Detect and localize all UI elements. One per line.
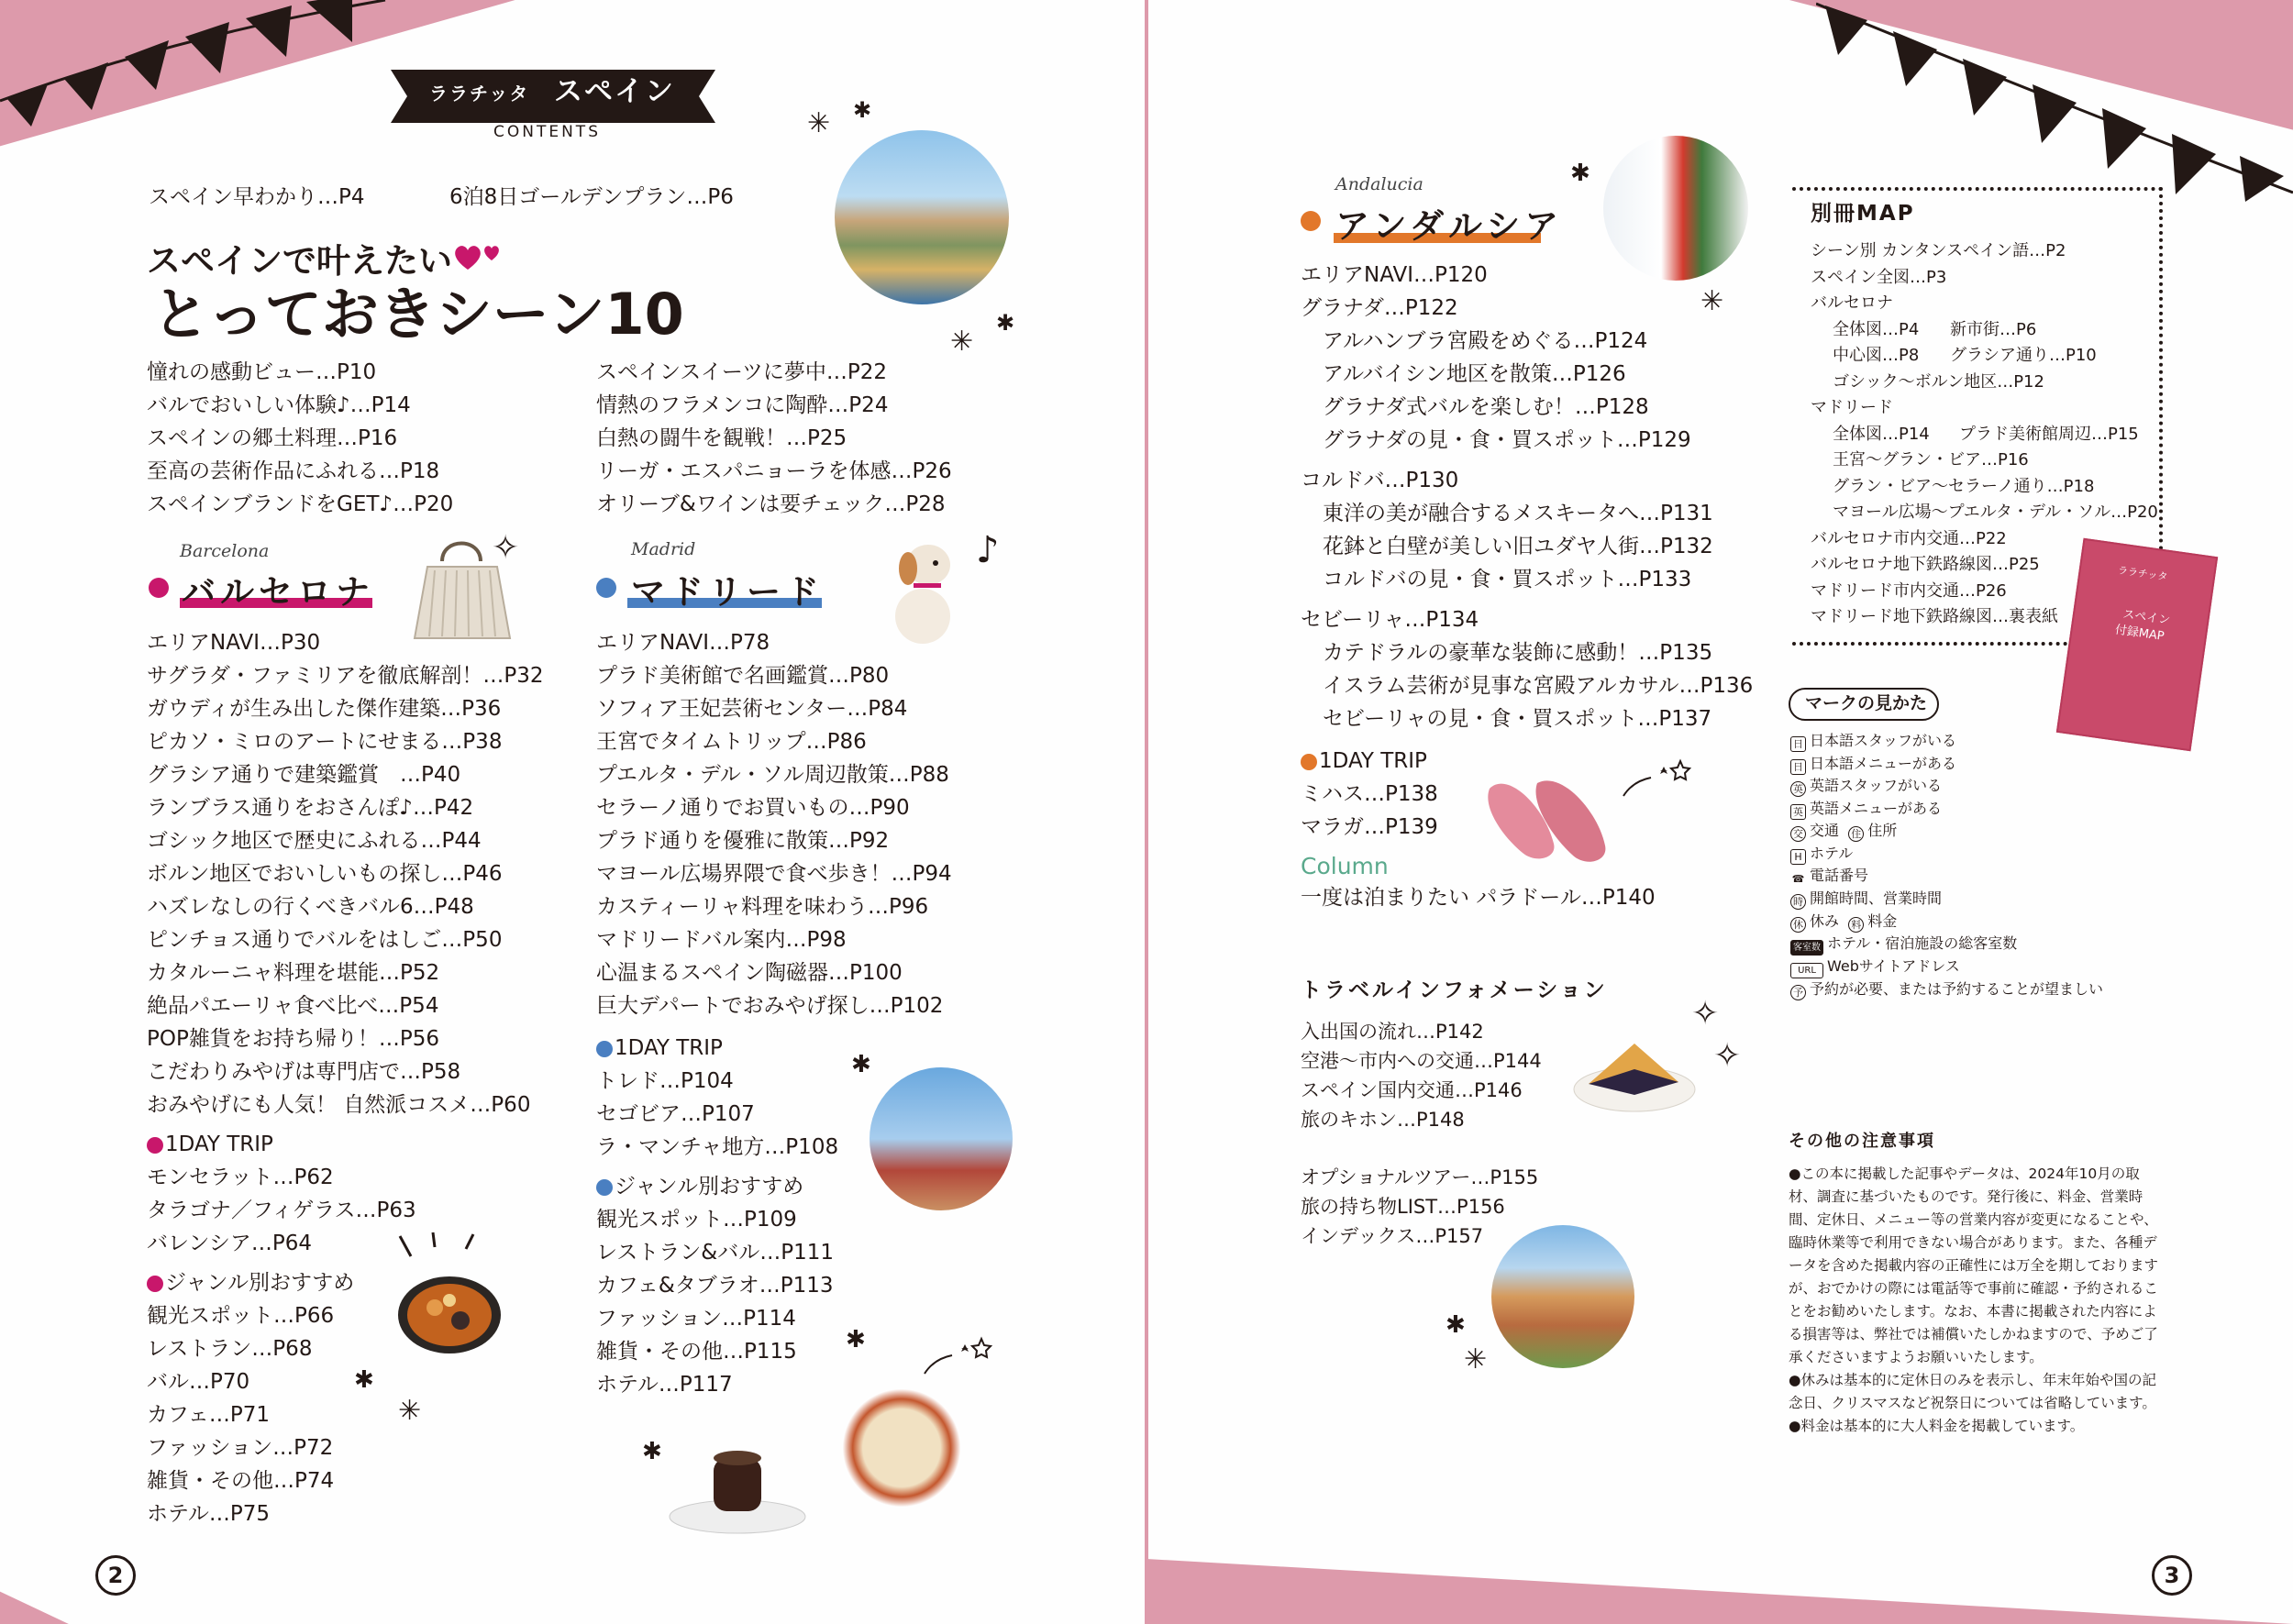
madrid-daytrip-title: 1DAY TRIP [615, 1036, 723, 1060]
modernist-building-photo [1491, 1225, 1634, 1368]
legend-label: ホテル・宿泊施設の総客室数 [1827, 934, 2018, 952]
andalucia-granada[interactable]: グラナダ…P122 [1301, 296, 1458, 320]
park-guell-photo [835, 130, 1009, 304]
map-item: マドリード [1811, 398, 1893, 417]
map-item[interactable]: バルセロナ地下鉄路線図…P25 [1811, 555, 2040, 574]
legend-item [1790, 911, 2103, 934]
legend-title: マークの見かた [1805, 693, 1928, 713]
map-item[interactable]: スペイン全図…P3 [1811, 267, 1947, 287]
barcelona-genre-item[interactable]: カフェ…P71 [147, 1403, 270, 1427]
bunting-top-right [1816, 0, 2293, 202]
legend-label: 料金 [1867, 911, 1898, 930]
booklet-label: スペイン [2121, 607, 2171, 628]
legend-item [1790, 843, 2103, 866]
star-doodle-icon [1620, 754, 1693, 800]
sevilla-item[interactable]: イスラム芸術が見事な宮殿アルカサル…P136 [1323, 674, 1754, 698]
legend-item [1790, 753, 2103, 776]
madrid-daytrip-item[interactable]: トレド…P104 [596, 1069, 734, 1093]
madrid-item[interactable]: カスティーリャ料理を味わう…P96 [596, 895, 929, 919]
map-booklet-photo [2056, 538, 2218, 752]
bunting-top-left [0, 0, 394, 138]
sparkle-icon: ✳ [950, 326, 974, 358]
legend-item [1790, 865, 2103, 888]
cordoba-list [1301, 464, 1713, 596]
barcelona-item[interactable]: ハズレなしの行くべきバル6…P48 [147, 895, 474, 919]
madrid-genre-item[interactable]: 観光スポット…P109 [596, 1208, 797, 1232]
column-item[interactable]: 一度は泊まりたい パラドール…P140 [1301, 886, 1656, 910]
sparkle-icon: ✱ [846, 1326, 866, 1353]
page-number-right: 3 [2152, 1555, 2192, 1596]
map-item-row [1811, 343, 2158, 370]
sparkle-icon: ✱ [1446, 1311, 1466, 1339]
legend-item [1790, 798, 2103, 821]
andalucia-navi[interactable]: エリアNAVI…P120 [1301, 263, 1488, 287]
hearts-icon [453, 242, 504, 273]
barcelona-genre-item[interactable]: レストラン…P68 [147, 1337, 313, 1361]
paella-photo [393, 1229, 503, 1357]
map-item[interactable]: バルセロナ市内交通…P22 [1811, 528, 2007, 548]
granada-item[interactable]: グラナダ式バルを楽しむ！…P128 [1323, 395, 1649, 419]
sparkle-icon: ✱ [851, 1051, 871, 1078]
map-item[interactable]: マドリード地下鉄路線図…裏表紙 [1811, 607, 2058, 626]
legend-label: 電話番号 [1810, 867, 1869, 884]
music-note-icon: ♪ [976, 529, 1000, 571]
travel-info-item[interactable]: 旅のキホン…P148 [1301, 1109, 1465, 1131]
rooms-icon: 客室数 [1790, 940, 1823, 956]
legend-label: 英語スタッフがいる [1810, 777, 1943, 794]
travel-info-item[interactable]: スペイン国内交通…P146 [1301, 1079, 1523, 1101]
sparkle-icon: ✱ [642, 1438, 662, 1465]
sparkle-icon: ✱ [853, 97, 872, 123]
barcelona-genre-heading [147, 1266, 354, 1299]
legend-item [1790, 933, 2103, 956]
madrid-daytrip-item[interactable]: セゴビア…P107 [596, 1102, 755, 1126]
map-item: バルセロナ [1811, 293, 1893, 313]
legend-label: ホテル [1810, 844, 1854, 862]
hours-icon: 時 [1790, 894, 1806, 910]
scene-item[interactable]: 白熱の闘牛を観戦！…P25 [596, 426, 847, 450]
barcelona-item[interactable]: おみやげにも人気！ 自然派コスメ…P60 [147, 1093, 531, 1117]
legend-item [1790, 775, 2103, 798]
madrid-daytrip-item[interactable]: ラ・マンチャ地方…P108 [596, 1135, 839, 1159]
andalucia-daytrip-item[interactable]: マラガ…P139 [1301, 815, 1438, 839]
sparkle-icon: ✱ [354, 1366, 374, 1394]
notes-title: その他の注意事項 [1789, 1132, 1935, 1151]
madrid-daytrip [596, 1032, 838, 1164]
sparkle-icon: ✳ [1700, 285, 1724, 317]
sevilla-list [1301, 603, 1753, 735]
scene-item[interactable]: スペインブランドをGET♪…P20 [147, 492, 454, 516]
madrid-item[interactable]: 心温まるスペイン陶磁器…P100 [596, 961, 903, 985]
barcelona-genre-item[interactable]: 雑貨・その他…P74 [147, 1469, 335, 1493]
legend-label: 予約が必要、または予約することが望ましい [1810, 980, 2104, 998]
legend-label: 英語メニューがある [1810, 799, 1943, 817]
madrid-item[interactable]: 王宮でタイムトリップ…P86 [596, 730, 867, 754]
sparkle-icon: ✳ [1464, 1343, 1488, 1375]
booklet-label: 付録MAP [2113, 623, 2166, 644]
sparkle-icon: ✧ [1713, 1037, 1742, 1075]
map-item[interactable]: 全体図…P14 [1833, 424, 1930, 444]
link-spain-overview[interactable]: スペイン早わかり…P4 [149, 185, 365, 209]
contents-subtitle: CONTENTS [493, 123, 601, 141]
legend-label: 日本語スタッフがいる [1810, 732, 1957, 749]
andalucia-daytrip [1301, 745, 1438, 844]
map-item[interactable]: マヨール広場〜プエルタ・デル・ソル…P20 [1833, 503, 2158, 522]
notes-paragraph: ●この本に掲載した記事やデータは、2024年10月の取材、調査に基づいたものです。発行後に、料金、営業時間、定休日、メニュー等の営業内容が変更になることや、臨時休業等で利用できない場合があります。また、各種データを含めた掲載内容の正確性には万全を期しておりますが、おでかけの際には電話等で事前に確認・予約されることをお勧めいたします。なお、本書に掲載された内容による損害等は、弊社では補償いたしかねますので、予めご了承くださいますようお願いいたします。 [1789, 1166, 2159, 1365]
map-item-row [1811, 422, 2158, 448]
barcelona-item[interactable]: ピカソ・ミロのアートにせまる…P38 [147, 730, 503, 754]
link-golden-plan[interactable]: 6泊8日ゴールデンプラン…P6 [449, 185, 734, 209]
sparkle-icon: ✧ [1691, 995, 1720, 1033]
transport-icon: 交 [1790, 826, 1806, 842]
legend-label: 休み [1810, 911, 1840, 930]
madrid-title: マドリード [631, 572, 824, 612]
sparkle-icon: ✱ [996, 310, 1015, 336]
scenes-title: とっておきシーン10 [152, 281, 684, 348]
url-icon: URL [1790, 963, 1823, 978]
sparkle-icon: ✳ [807, 107, 831, 139]
sparkle-icon: ✳ [398, 1395, 422, 1427]
map-item[interactable]: 全体図…P4 [1833, 319, 1920, 339]
legend-label: 開館時間、営業時間 [1810, 889, 1943, 907]
sparkle-icon: ✱ [1570, 160, 1590, 187]
legend-label: 交通 [1810, 822, 1840, 839]
reservation-icon: 予 [1790, 985, 1806, 1000]
page-number-left: 2 [95, 1555, 136, 1596]
map-item-row [1811, 317, 2158, 344]
scene-item[interactable]: オリーブ&ワインは要チェック…P28 [596, 492, 946, 516]
andalucia-list [1301, 259, 1691, 457]
madrid-item[interactable]: プラド通りを優雅に散策…P92 [596, 829, 890, 853]
travel-info-list-1 [1301, 1017, 1542, 1134]
scene-item[interactable]: リーガ・エスパニョーラを体感…P26 [596, 459, 952, 483]
travel-info-title: トラベルインフォメーション [1301, 978, 1608, 1002]
barcelona-list [147, 626, 544, 1121]
barcelona-daytrip-item[interactable]: モンセラット…P62 [147, 1166, 334, 1189]
legend-label: Webサイトアドレス [1827, 957, 1960, 975]
sevilla-item[interactable]: カテドラルの豪華な装飾に感動！…P135 [1323, 641, 1713, 665]
travel-info-item[interactable]: インデックス…P157 [1301, 1225, 1484, 1247]
sevilla-item[interactable]: セビーリャの見・食・買スポット…P137 [1323, 707, 1712, 731]
barcelona-item[interactable]: ゴシック地区で歴史にふれる…P44 [147, 829, 482, 853]
barcelona-item[interactable]: 絶品パエーリャ食べ比べ…P54 [147, 994, 439, 1018]
barcelona-item[interactable]: カタルーニャ料理を堪能…P52 [147, 961, 440, 985]
notes-body [1789, 1163, 2166, 1438]
madrid-dot [596, 578, 616, 598]
barcelona-item[interactable]: ランブラス通りをおさんぽ♪…P42 [147, 796, 474, 820]
madrid-genre-item[interactable]: ホテル…P117 [596, 1373, 733, 1397]
madrid-item[interactable]: プエルタ・デル・ソル周辺散策…P88 [596, 763, 949, 787]
barcelona-item[interactable]: ピンチョス通りでバルをはしご…P50 [147, 928, 503, 952]
barcelona-daytrip-heading [147, 1128, 416, 1161]
madrid-genre-item[interactable]: ファッション…P114 [596, 1307, 796, 1331]
granada-item[interactable]: アルバイシン地区を散策…P126 [1323, 362, 1626, 386]
scene-item[interactable]: スペインの郷土料理…P16 [147, 426, 398, 450]
barcelona-genre-item[interactable]: ファッション…P72 [147, 1436, 334, 1460]
madrid-genre-dot [596, 1179, 613, 1196]
madrid-list [596, 626, 952, 1022]
legend-label: 日本語メニューがある [1810, 754, 1957, 772]
barcelona-dot [149, 578, 169, 598]
barcelona-item[interactable]: ガウディが生み出した傑作建築…P36 [147, 697, 502, 721]
madrid-item[interactable]: セラーノ通りでお買いもの…P90 [596, 796, 910, 820]
japanese-staff-icon: 日 [1790, 736, 1806, 752]
equestrian-statue-photo [870, 1067, 1013, 1210]
map-item[interactable]: マドリード市内交通…P26 [1811, 580, 2007, 601]
travel-info-item[interactable]: 入出国の流れ…P142 [1301, 1021, 1484, 1043]
barcelona-item[interactable]: こだわりみやげは専門店で…P58 [147, 1060, 461, 1084]
map-item[interactable]: 中心図…P8 [1833, 346, 1920, 365]
closed-icon: 休 [1790, 917, 1806, 933]
notes-paragraph: ●休みは基本的に定休日のみを表示し、年末年始や国の記念日、クリスマスなど祝祭日については省略しています。 [1789, 1372, 2157, 1411]
barcelona-genre [147, 1266, 354, 1530]
map-item[interactable]: 新市街…P6 [1950, 319, 2037, 339]
map-item[interactable]: グラシア通り…P10 [1950, 346, 2097, 365]
legend-item [1790, 730, 2103, 753]
travel-info-list-2 [1301, 1163, 1538, 1251]
scenes-list-2 [596, 356, 952, 521]
andalucia-dot [1301, 211, 1321, 231]
cake-photo [1570, 1025, 1699, 1117]
map-item[interactable]: ゴシック〜ボルン地区…P12 [1833, 371, 2044, 392]
madrid-item[interactable]: 巨大デパートでおみやげ探し…P102 [596, 994, 944, 1018]
travel-info-item[interactable]: 旅の持ち物LIST…P156 [1301, 1196, 1505, 1218]
barcelona-genre-title: ジャンル別おすすめ [165, 1271, 355, 1295]
legend-list [1790, 730, 2103, 1001]
madrid-genre-title: ジャンル別おすすめ [615, 1175, 804, 1199]
croquetas-dish-photo [842, 1388, 961, 1508]
madrid-item[interactable]: プラド美術館で名画鑑賞…P80 [596, 664, 890, 688]
madrid-genre-item[interactable]: 雑貨・その他…P115 [596, 1340, 797, 1364]
map-title: 別冊MAP [1811, 202, 1915, 226]
scene-item[interactable]: 情熱のフラメンコに陶酔…P24 [596, 393, 889, 417]
madrid-item[interactable]: エリアNAVI…P78 [596, 631, 770, 655]
barcelona-title: バルセロナ [182, 572, 374, 612]
cordoba-item[interactable]: コルドバの見・食・買スポット…P133 [1323, 568, 1692, 591]
notes-paragraph: ●料金は基本的に大人料金を掲載しています。 [1789, 1418, 2085, 1434]
madrid-item[interactable]: ソフィア王妃芸術センター…P84 [596, 697, 908, 721]
phone-icon: ☎ [1791, 873, 1805, 885]
barcelona-item[interactable]: ボルン地区でおいしいもの探し…P46 [147, 862, 503, 886]
barcelona-genre-item[interactable]: ホテル…P75 [147, 1502, 270, 1526]
barcelona-daytrip [147, 1128, 416, 1260]
barcelona-genre-item[interactable]: バル…P70 [147, 1370, 250, 1394]
booklet-label: ララチッタ [2117, 564, 2169, 583]
legend-item [1790, 978, 2103, 1001]
madrid-genre-heading [596, 1170, 834, 1203]
map-item[interactable]: プラド美術館周辺…P15 [1959, 424, 2139, 444]
legend-label: 住所 [1867, 822, 1898, 839]
legend-item [1790, 888, 2103, 911]
andalucia-title: アンダルシア [1335, 206, 1564, 246]
madrid-item[interactable]: マヨール広場界隈で食べ歩き！…P94 [596, 862, 952, 886]
english-staff-icon: 英 [1790, 781, 1806, 797]
scene-item[interactable]: 憧れの感動ビュー…P10 [147, 360, 377, 384]
madrid-genre-item[interactable]: カフェ&タブラオ…P113 [596, 1274, 834, 1298]
barcelona-genre-item[interactable]: 観光スポット…P66 [147, 1304, 335, 1328]
granada-item[interactable]: アルハンブラ宮殿をめぐる…P124 [1323, 329, 1648, 353]
sparkle-icon: ✧ [492, 529, 520, 567]
address-icon: 住 [1848, 826, 1864, 842]
madrid-daytrip-dot [596, 1041, 613, 1057]
scenes-lead: スペインで叶えたい [147, 241, 452, 281]
star-doodle-icon [921, 1331, 994, 1377]
column-title: Column [1301, 853, 1389, 879]
barcelona-item[interactable]: エリアNAVI…P30 [147, 631, 321, 655]
madrid-genre [596, 1170, 834, 1401]
travel-info-item[interactable]: オプショナルツアー…P155 [1301, 1166, 1539, 1188]
travel-info-item[interactable]: 空港〜市内への交通…P144 [1301, 1050, 1542, 1072]
hotel-icon: H [1790, 849, 1806, 865]
andalucia-daytrip-title: 1DAY TRIP [1319, 749, 1427, 773]
scene-item[interactable]: 至高の芸術作品にふれる…P18 [147, 459, 440, 483]
map-item[interactable]: 王宮〜グラン・ビア…P16 [1833, 450, 2029, 470]
scene-item[interactable]: バルでおいしい体験♪…P14 [147, 393, 411, 417]
barcelona-daytrip-dot [147, 1137, 163, 1154]
andalucia-cordoba[interactable]: コルドバ…P130 [1301, 469, 1459, 492]
badge-label-big: スペイン [554, 75, 675, 108]
madrid-genre-item[interactable]: レストラン&バル…P111 [596, 1241, 835, 1265]
andalucia-daytrip-dot [1301, 754, 1317, 770]
andalucia-sevilla[interactable]: セビーリャ…P134 [1301, 608, 1479, 632]
barcelona-daytrip-item[interactable]: バレンシア…P64 [147, 1232, 312, 1255]
barcelona-daytrip-title: 1DAY TRIP [165, 1132, 273, 1156]
madrid-daytrip-heading [596, 1032, 838, 1065]
cordoba-item[interactable]: 東洋の美が融合するメスキータへ…P131 [1323, 502, 1713, 525]
japanese-menu-icon: 日 [1790, 759, 1806, 775]
madrid-item[interactable]: マドリードバル案内…P98 [596, 928, 847, 952]
scene-item[interactable]: スペインスイーツに夢中…P22 [596, 360, 888, 384]
andalucia-daytrip-heading [1301, 745, 1438, 778]
madrid-script: Madrid [631, 539, 696, 559]
badge-label-small: ララチッタ [429, 83, 530, 105]
legend-item [1790, 956, 2103, 978]
andalucia-script: Andalucia [1335, 174, 1423, 194]
barcelona-genre-dot [147, 1276, 163, 1292]
pink-shoes-photo [1480, 761, 1636, 871]
barcelona-script: Barcelona [180, 541, 270, 561]
scenes-list-1 [147, 356, 453, 521]
legend-item [1790, 820, 2103, 843]
cordoba-item[interactable]: 花鉢と白壁が美しい旧ユダヤ人街…P132 [1323, 535, 1713, 558]
barcelona-item[interactable]: POP雑貨をお持ち帰り！…P56 [147, 1027, 439, 1051]
barcelona-item[interactable]: グラシア通りで建築鑑賞 …P40 [147, 763, 461, 787]
dessert-glass-photo [664, 1431, 811, 1541]
map-item[interactable]: グラン・ビア〜セラーノ通り…P18 [1833, 476, 2095, 496]
english-menu-icon: 英 [1790, 804, 1806, 820]
granada-item[interactable]: グラナダの見・食・買スポット…P129 [1323, 428, 1691, 452]
map-item[interactable]: シーン別 カンタンスペイン語…P2 [1811, 241, 2066, 260]
barcelona-daytrip-item[interactable]: タラゴナ／フィゲラス…P63 [147, 1199, 416, 1222]
andalucia-daytrip-item[interactable]: ミハス…P138 [1301, 782, 1438, 806]
price-icon: 料 [1848, 917, 1864, 933]
barcelona-item[interactable]: サグラダ・ファミリアを徹底解剖！…P32 [147, 664, 544, 688]
